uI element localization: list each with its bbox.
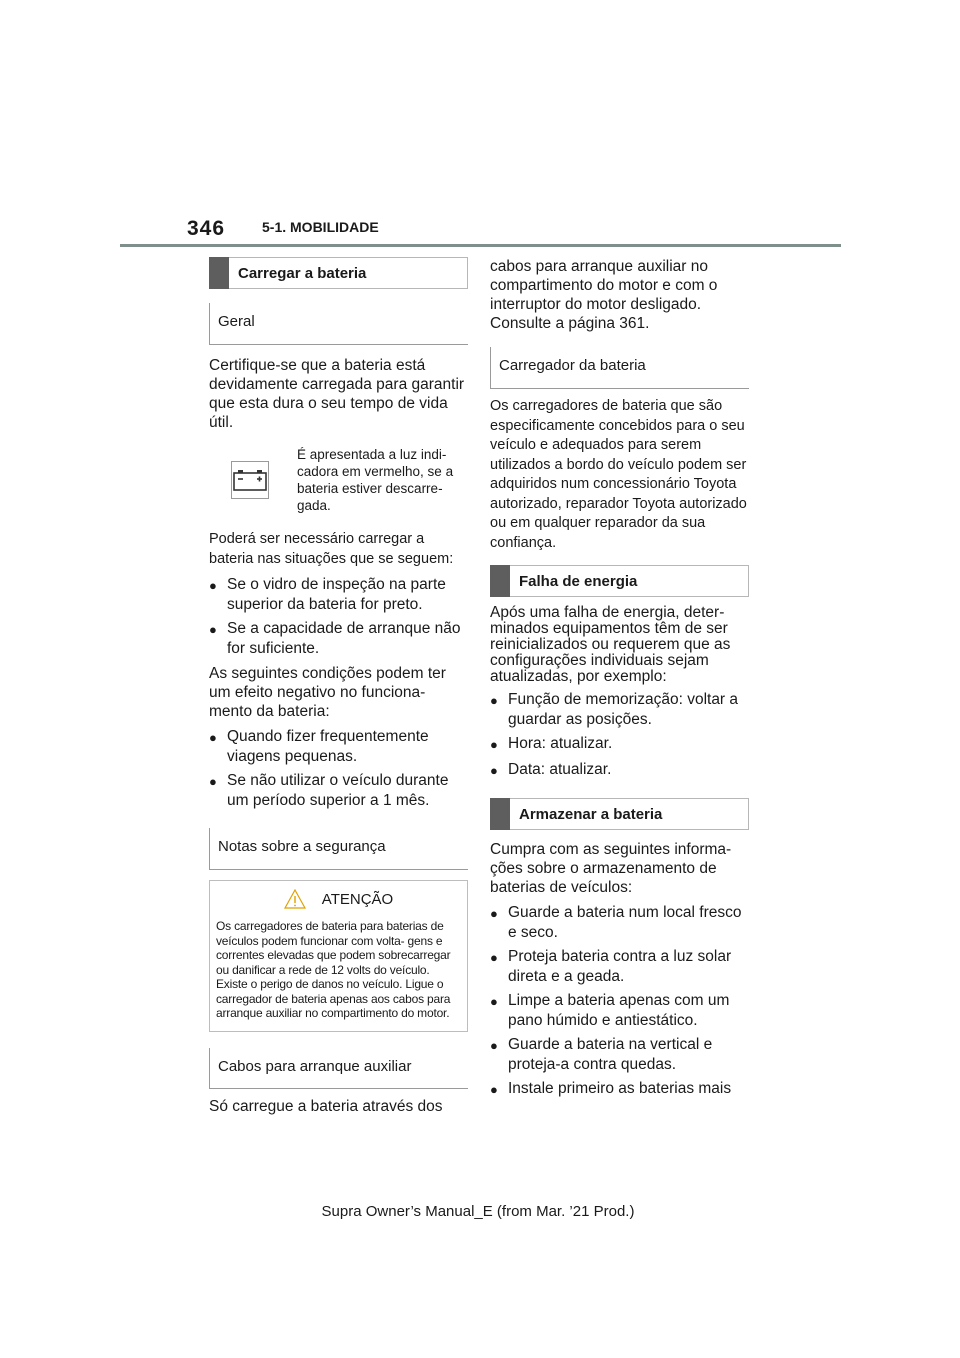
- paragraph-armazenar: Cumpra com as seguintes informa- ções sobre o armazenamento de baterias de veículos:: [490, 841, 732, 896]
- list-item: ● Proteja bateria contra a luz solar direta e a geada.: [490, 948, 732, 985]
- header-rule: [120, 244, 841, 247]
- warning-body: Os carregadores de bateria para baterias de veículos podem funcionar com volta- gens e correntes elevadas que podem sobrecarregar ou danificar a rede de 12 volts do veículo. Existe o perigo de danos no veículo. Ligue o carregador de bateria apenas aos cabos para arranque auxiliar no compartimento do motor.: [216, 919, 451, 1020]
- subheading-label: Cabos para arranque auxiliar: [218, 1057, 412, 1075]
- paragraph-so-carregue: Só carregue a bateria através dos: [209, 1097, 443, 1115]
- footer: [0, 1203, 960, 1220]
- right-column: [490, 257, 749, 1100]
- paragraph-podera: Poderá ser necessário carregar a bateria nas situações que se seguem:: [209, 531, 454, 567]
- paragraph-certifique: Certifique-se que a bateria está devidamente carregada para garantir que esta dura o seu tempo de vida útil.: [209, 357, 465, 431]
- paragraph-carregadores: Os carregadores de bateria que são especificamente concebidos para o seu veículo e adequados para serem utilizados a bordo do veículo podem ser adquiridos num concessionário Toyota autorizado, reparador Toyota autorizado ou em qualquer reparador da sua confiança.: [490, 398, 747, 551]
- subheading-carregador: [490, 347, 749, 389]
- list-item: ● Se a capacidade de arranque não for suficiente.: [209, 620, 461, 657]
- subheading-label: Carregador da bateria: [499, 357, 646, 374]
- subheading-cabos: [209, 1048, 468, 1089]
- paragraph-condicoes: As seguintes condições podem ter um efeito negativo no funciona- mento da bateria:: [209, 665, 446, 720]
- heading-bar: [490, 798, 510, 830]
- subheading-geral: [209, 303, 468, 345]
- warning-triangle-icon: [284, 889, 306, 909]
- indicator-text: É apresentada a luz indi- cadora em vermelho, se a bateria estiver descarre- gada.: [297, 447, 454, 513]
- heading-label: Armazenar a bateria: [519, 805, 663, 823]
- heading-box-falha: [490, 565, 749, 597]
- bullet-list-1: [209, 575, 468, 658]
- bullet-list-armazenar: [490, 903, 749, 1100]
- heading-label: Carregar a bateria: [238, 264, 367, 282]
- list-item: ● Quando fizer frequentemente viagens pequenas.: [209, 728, 429, 765]
- paragraph-cabos-cont: cabos para arranque auxiliar no compartimento do motor e com o interruptor do motor desligado. Consulte a página 361.: [490, 258, 718, 332]
- list-item: ● Se não utilizar o veículo durante um período superior a 1 mês.: [209, 772, 449, 809]
- heading-bar: [490, 565, 510, 597]
- list-item: ● Hora: atualizar.: [490, 735, 613, 752]
- left-column: [209, 257, 468, 1116]
- list-item: ● Guarde a bateria na vertical e proteja-a contra quedas.: [490, 1036, 713, 1073]
- paragraph-falha: Após uma falha de energia, deter- minados equipamentos têm de ser reinicializados ou requerem que as configurações individuais sejam atualizadas, por exemplo:: [490, 604, 731, 685]
- warning-header: [216, 889, 461, 909]
- indicator-row: [209, 446, 468, 514]
- heading-label: Falha de energia: [519, 572, 638, 590]
- footer-text: Supra Owner’s Manual_E (from Mar. ’21 Prod.): [321, 1203, 635, 1220]
- warning-box: [209, 880, 468, 1032]
- section-title: 5-1. MOBILIDADE: [262, 219, 379, 235]
- list-item: ● Instale primeiro as baterias mais: [490, 1080, 732, 1097]
- list-item: ● Função de memorização: voltar a guardar as posições.: [490, 691, 739, 728]
- warning-title: ATENÇÃO: [321, 890, 394, 908]
- list-item: ● Se o vidro de inspeção na parte superior da bateria for preto.: [209, 576, 446, 613]
- subheading-notas: [209, 828, 468, 870]
- subheading-label: Notas sobre a segurança: [218, 838, 386, 855]
- heading-box-armazenar: [490, 798, 749, 830]
- list-item: ● Data: atualizar.: [490, 760, 612, 778]
- heading-box-carregar: [209, 257, 468, 289]
- subheading-label: Geral: [218, 313, 255, 330]
- bullet-list-falha: [490, 690, 749, 780]
- page-number: 346: [187, 217, 226, 240]
- bullet-list-2: [209, 727, 468, 810]
- heading-bar: [209, 257, 229, 289]
- list-item: ● Limpe a bateria apenas com um pano húmido e antiestático.: [490, 992, 730, 1029]
- battery-icon: [231, 461, 269, 499]
- list-item: ● Guarde a bateria num local fresco e seco.: [490, 904, 742, 941]
